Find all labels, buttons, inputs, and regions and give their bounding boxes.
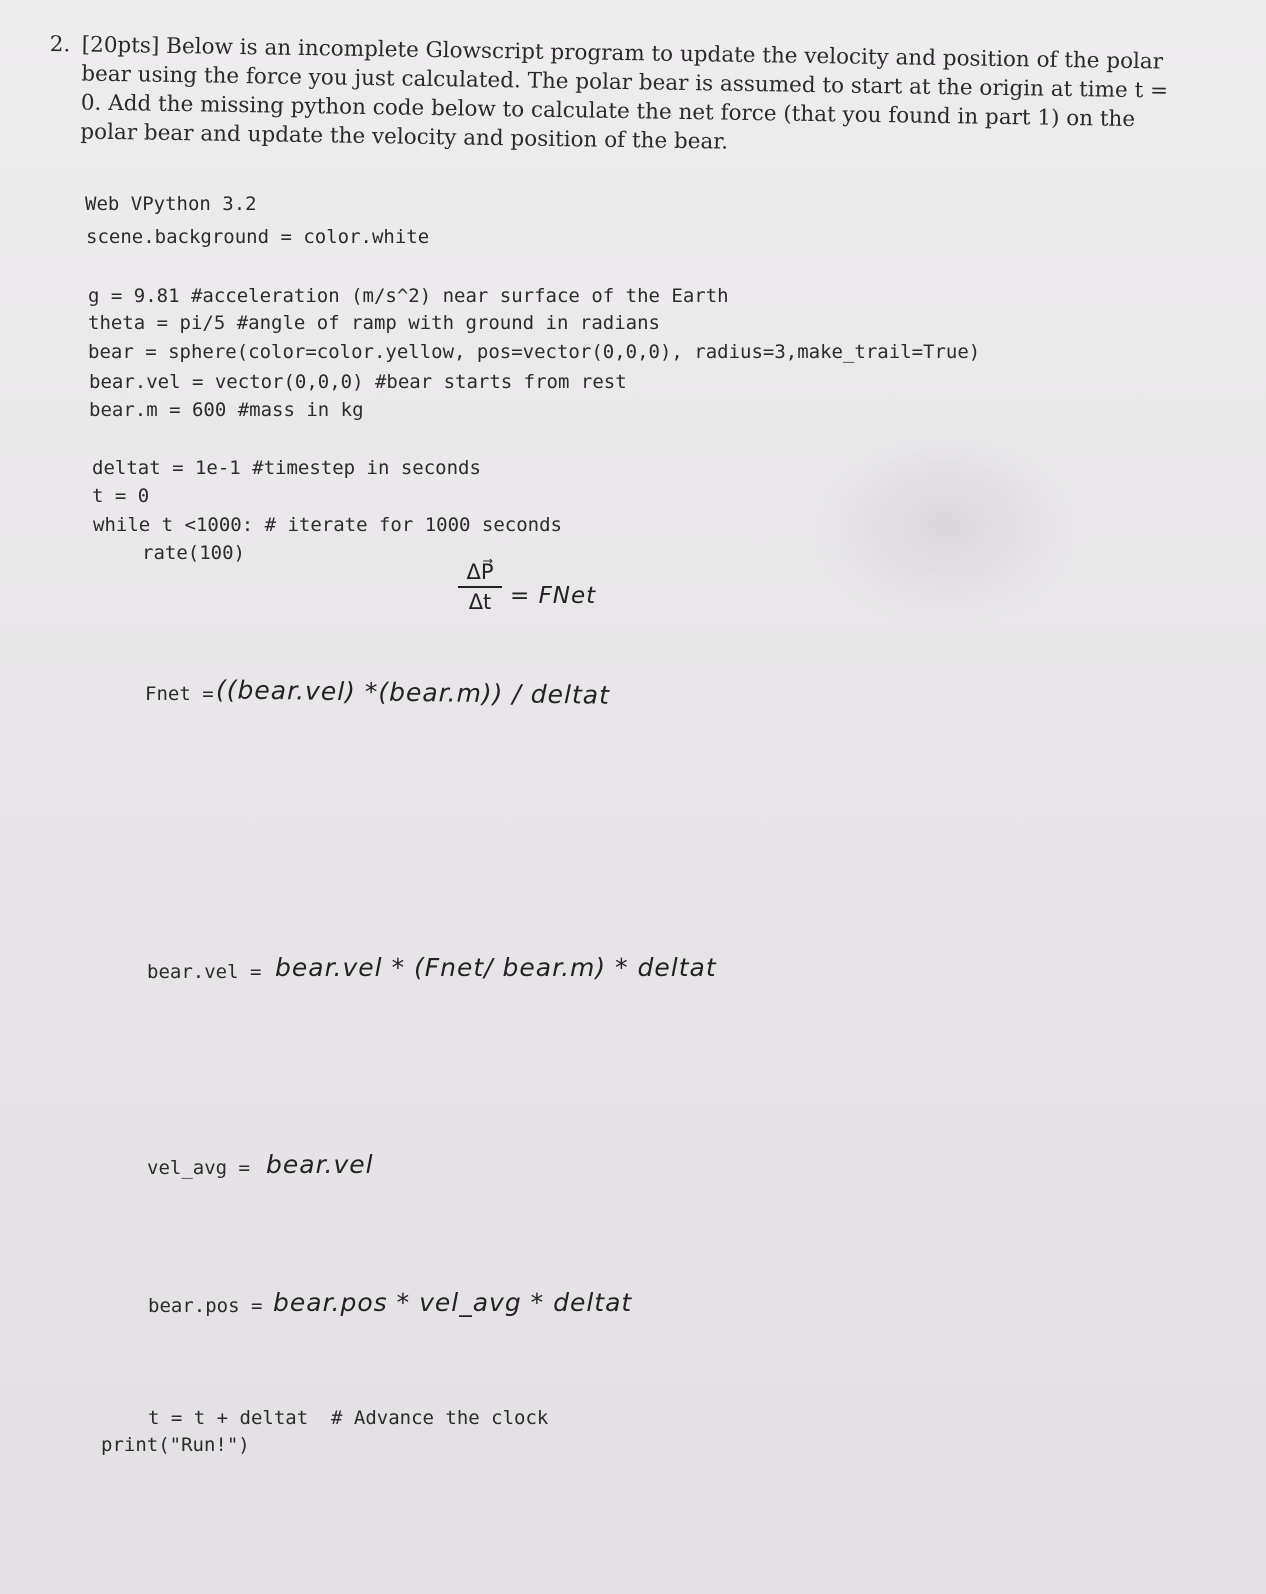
code-velavg-label: vel_avg = xyxy=(147,1157,250,1179)
fraction-numerator: ΔP⃗ xyxy=(458,560,502,588)
handwritten-velavg-answer: bear.vel xyxy=(266,1150,374,1179)
code-t-line: t = 0 xyxy=(92,485,150,507)
handwritten-vel-answer: bear.vel * (Fnet/ bear.m) * deltat xyxy=(275,953,717,982)
fraction-rhs: = FNet xyxy=(510,583,597,609)
fraction-denominator: Δt xyxy=(468,590,492,614)
code-bear-line: bear = sphere(color=color.yellow, pos=vector(0,0,0), radius=3,make_trail=True) xyxy=(88,341,981,363)
momentum-fraction xyxy=(458,560,502,614)
code-rate-line: rate(100) xyxy=(142,542,245,564)
problem-statement xyxy=(48,30,1170,164)
problem-number: 2. xyxy=(49,31,71,58)
problem-text: [20pts] Below is an incomplete Glowscript program to update the velocity and position of the polar bear using the force you just calculated. The polar bear is assumed to start at the origin at time t = 0. Add the missing python code below to calculate the net force (that you found in part 1) on the polar bear and update the velocity and position of the bear. xyxy=(80,32,1169,155)
code-mass-line: bear.m = 600 #mass in kg xyxy=(89,399,364,421)
code-deltat-line: deltat = 1e-1 #timestep in seconds xyxy=(92,457,481,479)
code-pos-label: bear.pos = xyxy=(148,1295,263,1317)
code-print-line: print("Run!") xyxy=(101,1434,250,1456)
code-theta-line: theta = pi/5 #angle of ramp with ground in radians xyxy=(88,312,660,334)
bleed-through-blot xyxy=(815,430,1075,620)
code-clock-line: t = t + deltat # Advance the clock xyxy=(148,1407,549,1429)
code-fnet-label: Fnet = xyxy=(145,683,214,705)
handwritten-fnet-answer: ((bear.vel) *(bear.m)) / deltat xyxy=(215,675,611,710)
code-g-line: g = 9.81 #acceleration (m/s^2) near surface of the Earth xyxy=(88,285,729,307)
code-header: Web VPython 3.2 xyxy=(85,193,257,215)
code-while-line: while t <1000: # iterate for 1000 seconds xyxy=(93,514,562,536)
code-vel-line: bear.vel = vector(0,0,0) #bear starts from rest xyxy=(89,371,627,393)
code-background: scene.background = color.white xyxy=(86,226,430,248)
code-vel-label: bear.vel = xyxy=(147,961,262,983)
handwritten-pos-answer: bear.pos * vel_avg * deltat xyxy=(273,1288,633,1317)
